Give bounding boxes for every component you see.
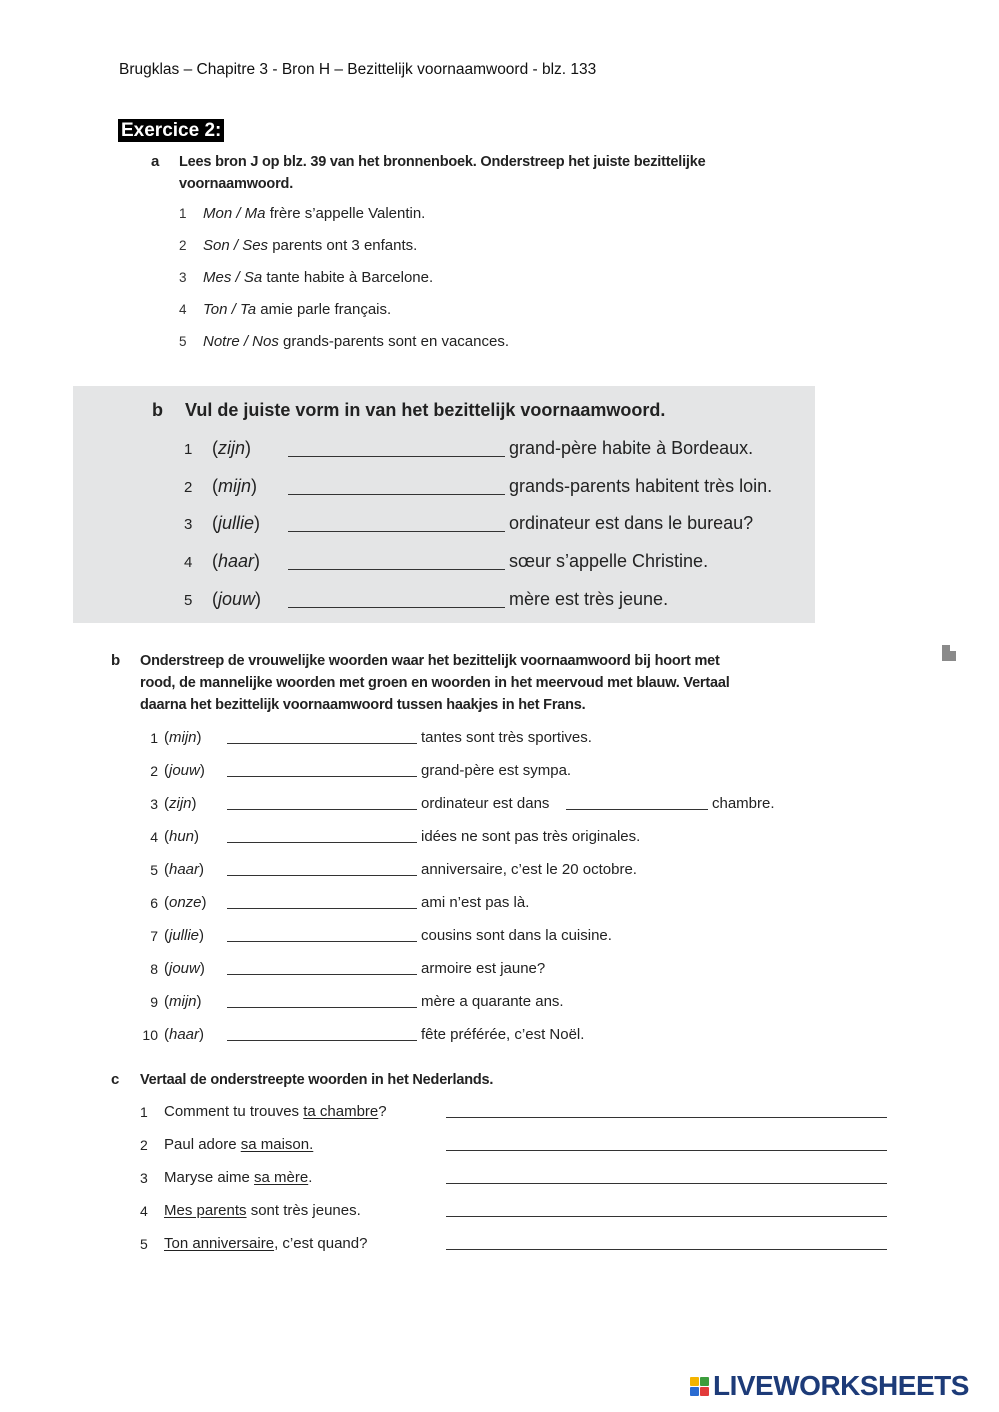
hint-word: jullie: [169, 927, 200, 944]
list-item: [140, 960, 840, 980]
hint: (mijn): [164, 729, 202, 746]
item-text-end: chambre.: [712, 795, 775, 812]
item-number: 4: [140, 1203, 148, 1219]
item-text: frère s’appelle Valentin.: [265, 205, 426, 222]
hint-word: jouw: [218, 589, 256, 609]
logo-square: [690, 1387, 699, 1396]
sentence-start: Maryse aime: [164, 1169, 255, 1186]
item-number: 2: [179, 238, 187, 253]
hint: (jullie): [212, 513, 261, 533]
item-text: fête préférée, c’est Noël.: [421, 1026, 585, 1043]
underlined-phrase: sa mère: [254, 1169, 309, 1186]
answer-blank[interactable]: [288, 456, 505, 457]
answer-blank[interactable]: [227, 1040, 417, 1041]
item-text: parents ont 3 enfants.: [268, 237, 418, 254]
section-b1-letter: b: [152, 400, 163, 420]
answer-blank[interactable]: [227, 743, 417, 744]
item-number: 5: [150, 862, 158, 878]
item-text: idées ne sont pas très originales.: [421, 828, 641, 845]
list-item: [140, 1026, 840, 1046]
underlined-phrase: Ton anniversaire: [164, 1235, 275, 1252]
hint-word: zijn: [169, 795, 192, 812]
item-text: ami n’est pas là.: [421, 894, 530, 911]
list-item: [140, 795, 840, 815]
item-text: tantes sont très sportives.: [421, 729, 592, 746]
hint: (jouw): [212, 589, 262, 609]
liveworksheets-logo: [690, 1370, 969, 1402]
answer-blank[interactable]: [446, 1216, 887, 1217]
item-number: 7: [150, 928, 158, 944]
item-number: 3: [140, 1170, 148, 1186]
list-item: [179, 205, 509, 237]
list-item: [179, 237, 509, 269]
exercise-label: Exercice 2:: [118, 119, 224, 142]
hint-word: haar: [169, 1026, 200, 1043]
sentence-end: ?: [378, 1103, 387, 1120]
item-number: 5: [140, 1236, 148, 1252]
item-number: 2: [150, 763, 158, 779]
section-b1-panel: [73, 386, 815, 623]
sentence: [164, 1235, 367, 1252]
answer-blank[interactable]: [227, 809, 417, 810]
hint-word: haar: [218, 551, 255, 571]
list-item: [140, 729, 840, 749]
answer-blank[interactable]: [227, 776, 417, 777]
hint-word: haar: [169, 861, 200, 878]
hint-word: mijn: [218, 476, 252, 496]
list-item: [140, 1169, 900, 1189]
item-number: 1: [184, 441, 193, 458]
item-text: amie parle français.: [256, 301, 392, 318]
answer-blank[interactable]: [288, 607, 505, 608]
answer-blank[interactable]: [227, 908, 417, 909]
logo-square: [700, 1377, 709, 1386]
list-item: [179, 301, 509, 333]
underlined-phrase: Mes parents: [164, 1202, 247, 1219]
item-number: 1: [179, 206, 187, 221]
item-number: 3: [179, 270, 187, 285]
hint: (haar): [164, 1026, 205, 1043]
item-text: anniversaire, c’est le 20 octobre.: [421, 861, 637, 878]
hint: (jouw): [164, 762, 205, 779]
item-number: 6: [150, 895, 158, 911]
sentence-end: .: [308, 1169, 313, 1186]
hint: (haar): [164, 861, 205, 878]
choice-options[interactable]: Ton / Ta: [203, 301, 257, 318]
answer-blank[interactable]: [227, 1007, 417, 1008]
answer-blank[interactable]: [446, 1117, 887, 1118]
sentence: [164, 1103, 387, 1120]
list-item: [140, 762, 840, 782]
answer-blank[interactable]: [288, 569, 505, 570]
sentence-end: , c’est quand?: [274, 1235, 368, 1252]
choice-options[interactable]: Notre / Nos: [203, 333, 279, 350]
sentence: [164, 1202, 361, 1219]
item-number: 1: [140, 1104, 148, 1120]
item-text: tante habite à Barcelone.: [262, 269, 434, 286]
list-item: [140, 1103, 900, 1123]
hint: (zijn): [212, 438, 252, 458]
item-text: mère est très jeune.: [509, 589, 669, 609]
logo-square: [690, 1377, 699, 1386]
logo-square: [700, 1387, 709, 1396]
item-text: ordinateur est dans le bureau?: [509, 513, 754, 533]
item-number: 4: [150, 829, 158, 845]
list-item: [140, 1202, 900, 1222]
section-b2-instruction: Onderstreep de vrouwelijke woorden waar het bezittelijk voornaamwoord bij hoort met rood, de mannelijke woorden met groen en woorden in het meervoud met blauw. Vertaal daarna het bezittelijk voornaamwoord tussen haakjes in het Frans.: [140, 653, 730, 713]
hint: (jullie): [164, 927, 205, 944]
logo-mark-icon: [690, 1377, 709, 1396]
hint: (onze): [164, 894, 207, 911]
choice-options[interactable]: Mes / Sa: [203, 269, 263, 286]
sentence: [164, 1169, 312, 1186]
section-b1-instruction: Vul de juiste vorm in van het bezittelijk voornaamwoord.: [185, 400, 666, 420]
answer-blank[interactable]: [288, 494, 505, 495]
answer-blank-second[interactable]: [566, 809, 708, 810]
item-text: ordinateur est dans: [421, 795, 550, 812]
list-item: [140, 1235, 900, 1255]
item-text: grand-père habite à Bordeaux.: [509, 438, 754, 458]
list-item: [179, 269, 509, 301]
list-item: [179, 333, 509, 365]
choice-options[interactable]: Son / Ses: [203, 237, 269, 254]
item-number: 3: [150, 796, 158, 812]
answer-blank[interactable]: [227, 842, 417, 843]
item-number: 5: [179, 334, 187, 349]
hint: (haar): [212, 551, 261, 571]
hint-word: mijn: [169, 993, 197, 1010]
document-header: Brugklas – Chapitre 3 - Bron H – Bezittelijk voornaamwoord - blz. 133: [119, 61, 597, 78]
item-text: grands-parents sont en vacances.: [278, 333, 509, 350]
answer-blank[interactable]: [227, 941, 417, 942]
hint-word: jouw: [169, 960, 200, 977]
hint-word: mijn: [169, 729, 197, 746]
hint: (mijn): [212, 476, 258, 496]
item-number: 5: [184, 592, 193, 609]
sentence: [164, 1136, 313, 1153]
item-number: 4: [184, 554, 193, 571]
answer-blank[interactable]: [446, 1183, 887, 1184]
logo-text: LIVEWORKSHEETS: [713, 1370, 969, 1401]
item-text: mère a quarante ans.: [421, 993, 564, 1010]
item-number: 9: [150, 994, 158, 1010]
answer-blank[interactable]: [446, 1150, 887, 1151]
section-c-letter: c: [111, 1071, 120, 1088]
list-item: [140, 1136, 900, 1156]
hint: (hun): [164, 828, 200, 845]
answer-blank[interactable]: [446, 1249, 887, 1250]
answer-blank[interactable]: [288, 531, 505, 532]
underlined-phrase: sa maison.: [240, 1136, 314, 1153]
list-item: [140, 828, 840, 848]
item-text: grands-parents habitent très loin.: [509, 476, 773, 496]
item-number: 3: [184, 516, 193, 533]
section-c-instruction: Vertaal de onderstreepte woorden in het Nederlands.: [140, 1072, 494, 1088]
section-a-instruction: Lees bron J op blz. 39 van het bronnenboek. Onderstreep het juiste bezittelijke voornaamwoord.: [179, 154, 706, 192]
hint-word: jullie: [218, 513, 255, 533]
item-number: 4: [179, 302, 187, 317]
hint: (jouw): [164, 960, 205, 977]
choice-options[interactable]: Mon / Ma: [203, 205, 266, 222]
hint-word: onze: [169, 894, 202, 911]
list-item: [140, 927, 840, 947]
item-number: 1: [150, 730, 158, 746]
underlined-phrase: ta chambre: [303, 1103, 379, 1120]
item-text: sœur s’appelle Christine.: [509, 551, 709, 571]
hint: (mijn): [164, 993, 202, 1010]
sentence-start: Comment tu trouves: [164, 1103, 304, 1120]
item-text: armoire est jaune?: [421, 960, 546, 977]
answer-blank[interactable]: [227, 875, 417, 876]
item-number: 2: [140, 1137, 148, 1153]
section-b2-letter: b: [111, 652, 121, 669]
item-number: 2: [184, 479, 193, 496]
list-item: [140, 894, 840, 914]
hint-word: hun: [169, 828, 195, 845]
sentence-end: sont très jeunes.: [246, 1202, 361, 1219]
item-text: grand-père est sympa.: [421, 762, 572, 779]
list-item: [140, 993, 840, 1013]
item-number: 10: [142, 1027, 158, 1043]
item-number: 8: [150, 961, 158, 977]
document-icon: [942, 645, 956, 661]
list-item: [140, 861, 840, 881]
item-text: cousins sont dans la cuisine.: [421, 927, 612, 944]
section-a-list: [179, 205, 509, 365]
hint-word: jouw: [169, 762, 200, 779]
hint-word: zijn: [218, 438, 246, 458]
hint: (zijn): [164, 795, 197, 812]
section-a-letter: a: [151, 153, 160, 170]
sentence-start: Paul adore: [164, 1136, 241, 1153]
answer-blank[interactable]: [227, 974, 417, 975]
